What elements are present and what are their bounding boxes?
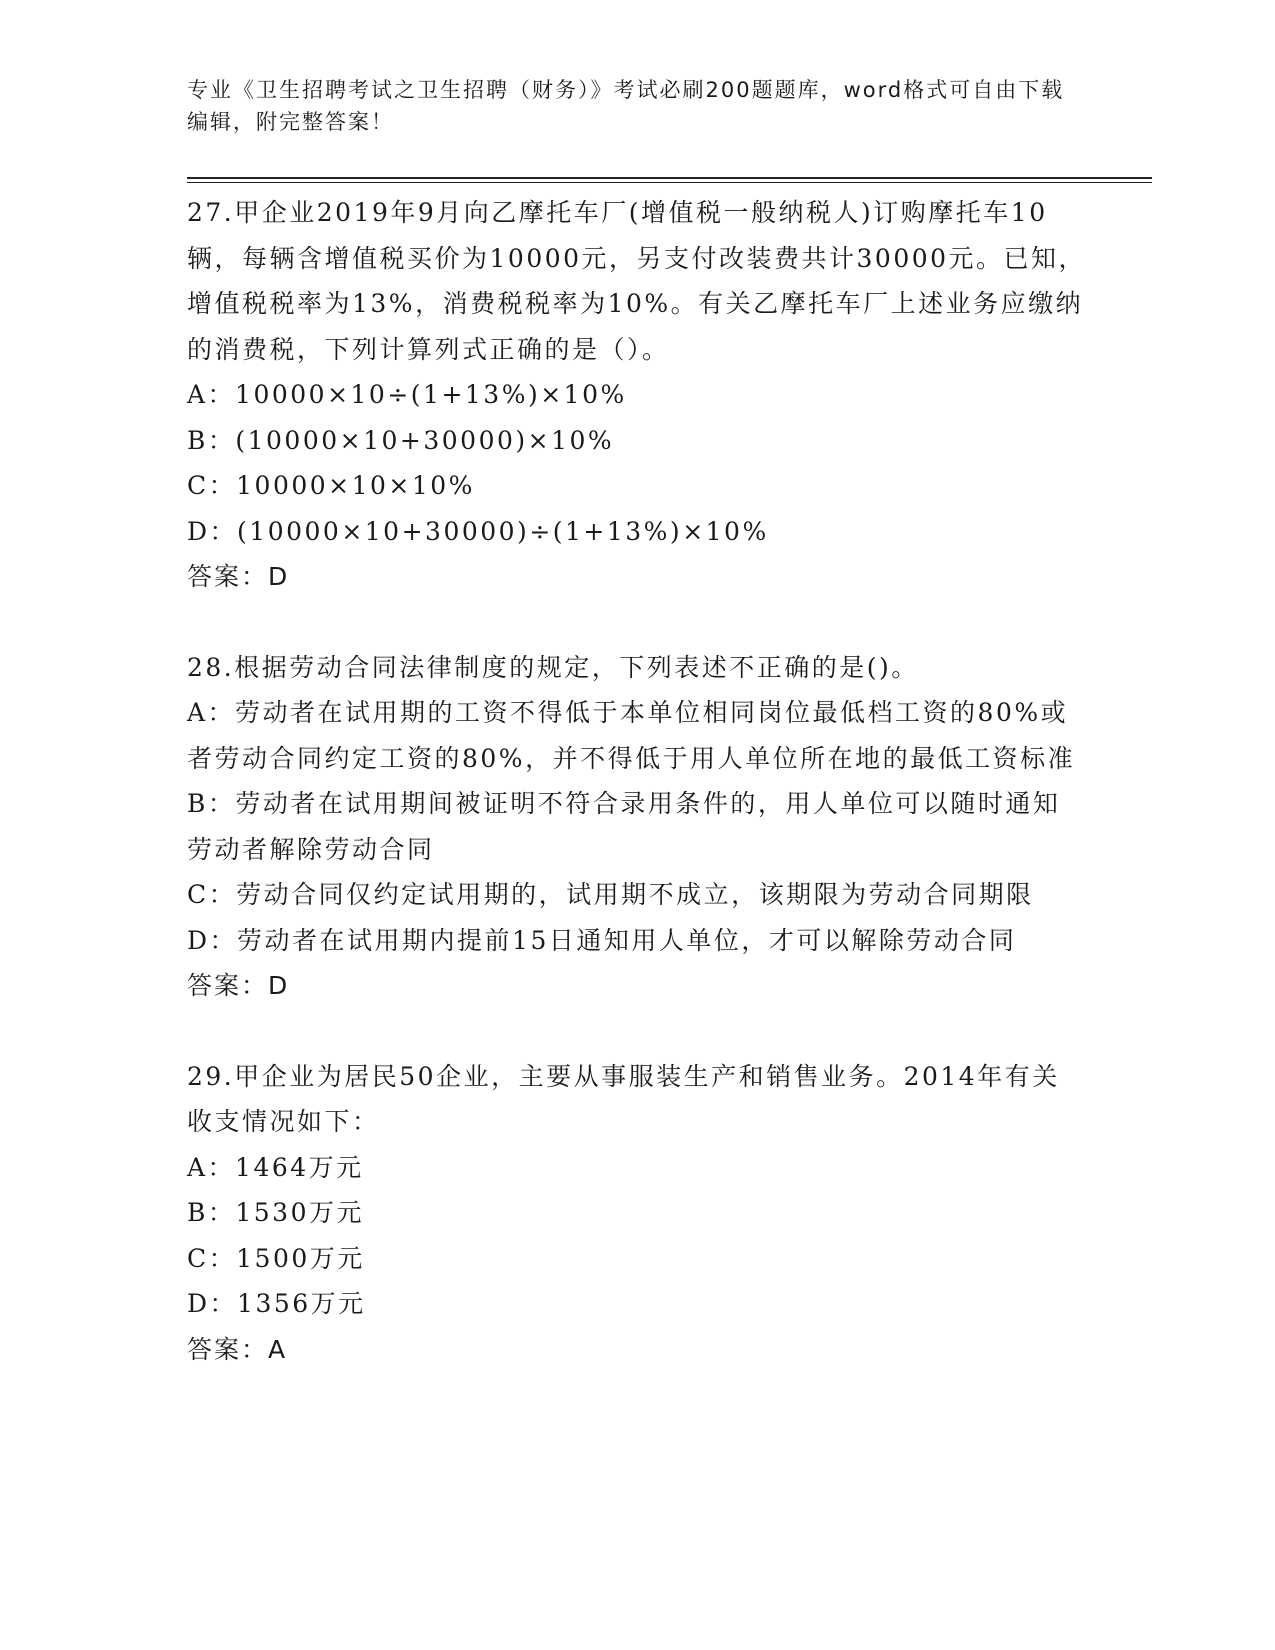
option-c: C：劳动合同仅约定试用期的，试用期不成立，该期限为劳动合同期限 <box>187 880 1034 909</box>
question-stem: 28.根据劳动合同法律制度的规定，下列表述不正确的是()。 <box>187 652 919 682</box>
option-a: A：劳动者在试用期的工资不得低于本单位相同岗位最低档工资的80%或者劳动合同约定工资的80%，并不得低于用人单位所在地的最低工资标准 <box>187 698 1076 773</box>
question-stem: 29.甲企业为居民50企业，主要从事服装生产和销售业务。2014年有关收支情况如下： <box>187 1061 1060 1136</box>
question-list <box>187 190 1087 1417</box>
document-header: 专业《卫生招聘考试之卫生招聘（财务）》考试必刷200题题库，word格式可自由下载编辑，附完整答案！ <box>187 78 1065 134</box>
question-27 <box>187 190 1087 600</box>
answer: 答案：D <box>187 562 290 591</box>
header-divider-thin <box>187 182 1152 183</box>
option-c: C：10000×10×10% <box>187 471 475 500</box>
option-a: A：10000×10÷(1+13%)×10% <box>187 380 627 409</box>
option-d: D：劳动者在试用期内提前15日通知用人单位，才可以解除劳动合同 <box>187 925 1017 955</box>
option-b: B：1530万元 <box>187 1198 364 1227</box>
option-b: B：(10000×10+30000)×10% <box>187 425 615 455</box>
question-29 <box>187 1054 1087 1373</box>
option-a: A：1464万元 <box>187 1152 364 1182</box>
option-d: D：1356万元 <box>187 1289 366 1318</box>
header-divider-thick <box>187 177 1152 179</box>
question-stem: 27.甲企业2019年9月向乙摩托车厂(增值税一般纳税人)订购摩托车10辆，每辆含增值税买价为10000元，另支付改装费共计30000元。已知，增值税税率为13%，消费税税率为10%。有关乙摩托车厂上述业务应缴纳的消费税，下列计算列式正确的是（）。 <box>187 198 1087 364</box>
answer: 答案：D <box>187 971 290 1000</box>
option-c: C：1500万元 <box>187 1243 365 1273</box>
option-d: D：(10000×10+30000)÷(1+13%)×10% <box>187 516 769 546</box>
option-b: B：劳动者在试用期间被证明不符合录用条件的，用人单位可以随时通知劳动者解除劳动合同 <box>187 789 1061 864</box>
question-28 <box>187 645 1087 1009</box>
answer: 答案：A <box>187 1334 288 1364</box>
